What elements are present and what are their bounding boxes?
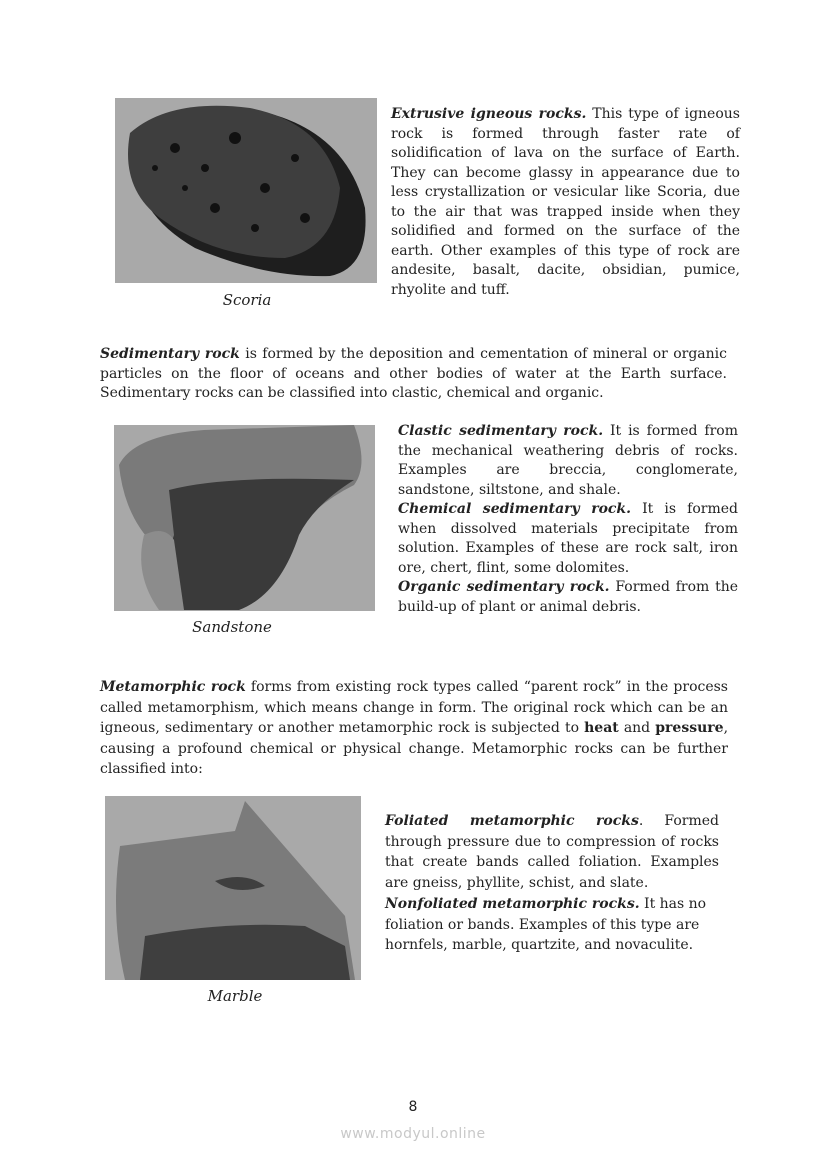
foliated-title: Foliated metamorphic rocks: [385, 813, 639, 829]
scoria-image: [115, 98, 377, 283]
chemical-paragraph: [398, 500, 738, 578]
clastic-paragraph: [398, 422, 738, 500]
extrusive-title: Extrusive igneous rocks.: [391, 106, 587, 122]
scoria-caption: Scoria: [222, 291, 272, 309]
foliated-paragraph: [385, 811, 719, 894]
organic-text: Formed from the build-up of plant or animal debris.: [398, 579, 739, 615]
nonfoliated-text: It has no foliation or bands. Examples of this type are hornfels, marble, quartzite, and novaculite.: [385, 895, 707, 954]
chemical-text: It is formed when dissolved materials precipitate from solution. Examples of these are rock salt, iron ore, chert, flint, some dolomites.: [398, 501, 738, 576]
marble-caption: Marble: [207, 987, 263, 1005]
extrusive-text: This type of igneous rock is formed through faster rate of solidification of lava on the surface of Earth. They can become glassy in appearance due to less crystallization or vesicular like Scoria, due to the air that was trapped inside when they solidified and formed on the surface of the earth. Other examples of this type of rock are andesite, basalt, dacite, obsidian, pumice, rhyolite and tuff.: [391, 106, 740, 298]
marble-image: [105, 796, 361, 980]
metamorphic-types: [385, 811, 719, 956]
metamorphic-text-2: , causing a profound chemical or physical change. Metamorphic rocks can be further classified into:: [100, 720, 729, 777]
sedimentary-paragraph: [100, 345, 727, 404]
metamorphic-title: Metamorphic rock: [100, 679, 246, 695]
pressure-term: pressure: [655, 720, 724, 736]
sedimentary-types: [398, 422, 738, 617]
nonfoliated-paragraph: [385, 894, 719, 956]
extrusive-igneous-paragraph: [391, 105, 740, 300]
watermark: www.modyul.online: [340, 1126, 486, 1142]
nonfoliated-title: Nonfoliated metamorphic rocks.: [385, 895, 640, 912]
sandstone-caption: Sandstone: [192, 618, 272, 636]
foliated-text: . Formed through pressure due to compression of rocks that create bands called foliation. Examples are gneiss, phyllite, schist, and slate.: [385, 813, 719, 892]
organic-paragraph: [398, 578, 738, 617]
clastic-title: Clastic sedimentary rock.: [398, 423, 604, 439]
sedimentary-text: is formed by the deposition and cementation of mineral or organic particles on the floor of oceans and other bodies of water at the Earth surface. Sedimentary rocks can be classified into clastic, chemical and organic.: [100, 346, 727, 401]
sedimentary-title: Sedimentary rock: [100, 346, 240, 362]
page-number: 8: [408, 1099, 418, 1115]
and-text: and: [618, 720, 656, 736]
chemical-title: Chemical sedimentary rock.: [398, 501, 632, 517]
clastic-text: It is formed from the mechanical weathering debris of rocks. Examples are breccia, conglomerate, sandstone, siltstone, and shale.: [398, 423, 738, 498]
heat-term: heat: [584, 720, 619, 736]
organic-title: Organic sedimentary rock.: [398, 579, 610, 595]
metamorphic-text: forms from existing rock types called “parent rock” in the process called metamorphism, which means change in form. The original rock which can be an igneous, sedimentary or another metamorphic rock is subjected to: [100, 679, 728, 736]
sandstone-image: [114, 425, 375, 611]
metamorphic-paragraph: [100, 677, 728, 780]
